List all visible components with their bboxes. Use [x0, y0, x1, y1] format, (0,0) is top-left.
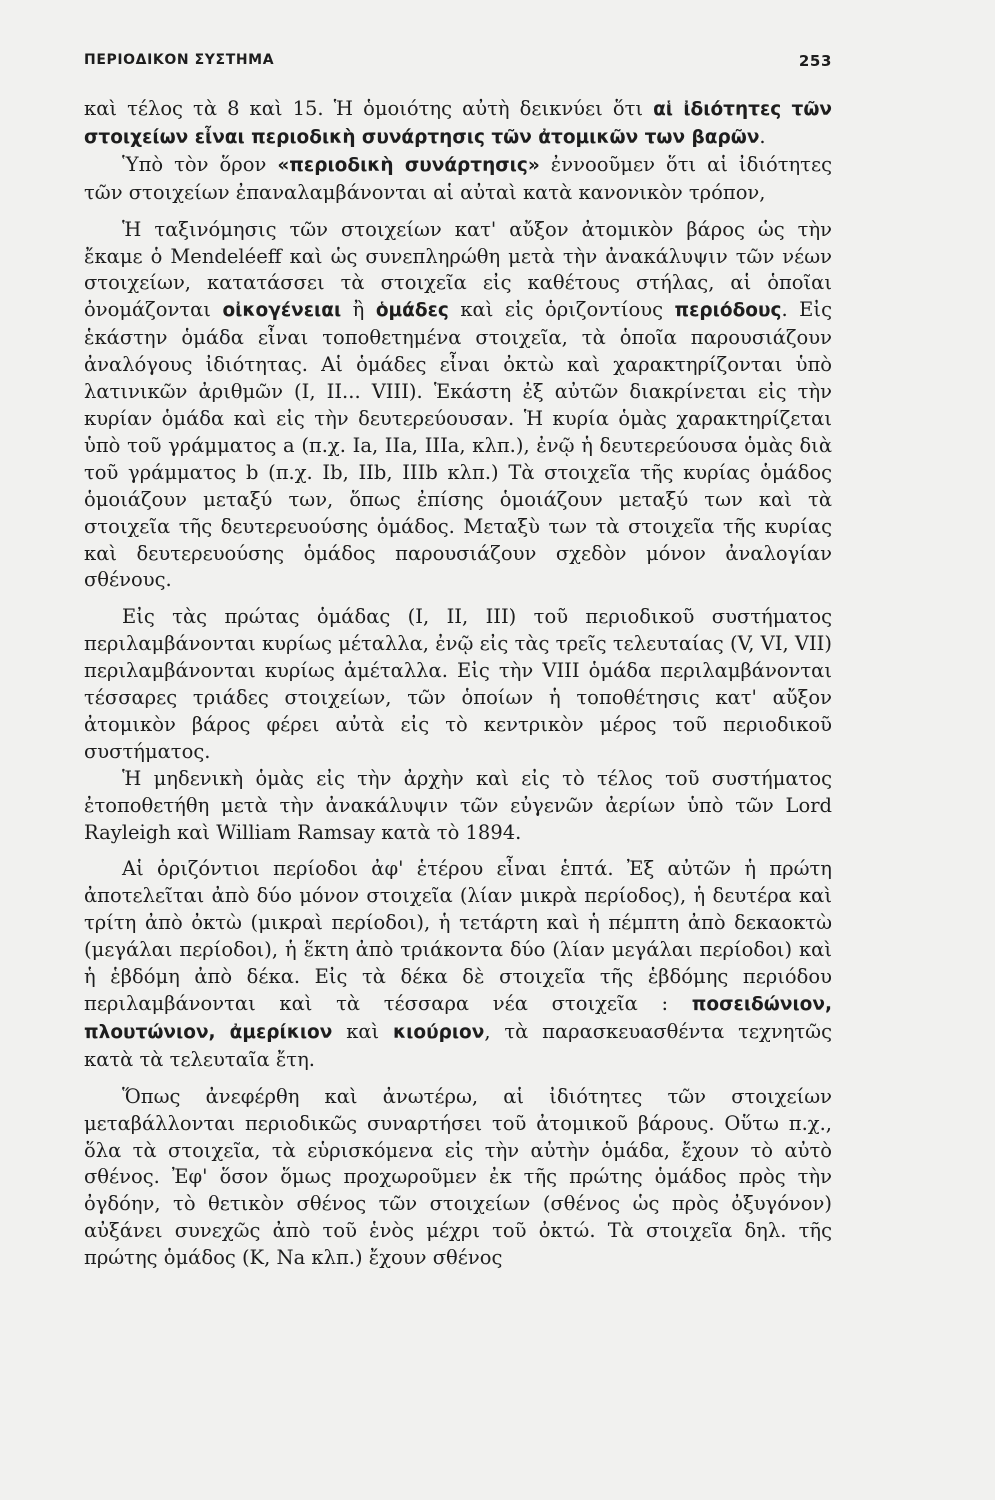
book-page — [84, 40, 832, 1480]
p3-bold-1: οἰκογένειαι — [222, 300, 342, 322]
p2-text-2: ἐννοοῦμεν ὅτι αἱ ἰδιότητες τῶν στοιχείων ἐπαναλαμβάνονται αἱ αὐταὶ κατὰ κανονικὸν τρόπον, — [84, 152, 832, 204]
running-header — [84, 40, 832, 80]
paragraph-7: Ὅπως ἀνεφέρθη καὶ ἀνωτέρω, αἱ ἰδιότητες τῶν στοιχείων μεταβάλλονται περιοδικῶς συναρτήσει τοῦ ἀτομικοῦ βάρους. Οὕτω π.χ., ὅλα τὰ στοιχεῖα, τὰ εὑρισκόμενα εἰς τὴν αὐτὴν ὁμάδα, ἔχουν τὸ αὐτὸ σθένος. Ἐφ' ὅσον ὅμως προχωροῦμεν ἐκ τῆς πρώτης ὁμάδος πρὸς τὴν ὀγδόην, τὸ θετικὸν σθένος τῶν στοιχείων (σθένος ὡς πρὸς ὀξυγόνον) αὐξάνει συνεχῶς ἀπὸ τοῦ ἑνὸς μέχρι τοῦ ὀκτώ. Τὰ στοιχεῖα δηλ. τῆς πρώτης ὁμάδος (K, Na κλπ.) ἔχουν σθένος — [84, 1084, 832, 1270]
paragraph-5: Ἡ μηδενικὴ ὁμὰς εἰς τὴν ἀρχὴν καὶ εἰς τὸ τέλος τοῦ συστήματος ἐτοποθετήθη μετὰ τὴν ἀνακάλυψιν τῶν εὐγενῶν ἀερίων ὑπὸ τῶν Lord Rayleigh καὶ William Ramsay κατὰ τὸ 1894. — [84, 766, 832, 844]
p3-bold-2: ὁμάδες — [375, 300, 449, 322]
p1-text-1: καὶ τέλος τὰ 8 καὶ 15. Ἡ ὁμοιότης αὐτὴ δεικνύει ὅτι — [84, 97, 654, 120]
p1-bold-1: αἱ ἰδιότητες τῶν στοιχείων εἶναι περιοδικὴ συνάρτησις τῶν ἀτομικῶν των βαρῶν — [84, 99, 832, 148]
page-number: 253 — [798, 52, 832, 70]
p2-text-1: Ὑπὸ τὸν ὅρον — [122, 152, 278, 176]
p6-bold-1: ποσειδώνιον, πλουτώνιον, ἀμερίκιον — [84, 994, 832, 1043]
p3-text-3: καὶ εἰς ὁριζοντίους — [448, 298, 675, 322]
p1-text-2: . — [759, 124, 766, 148]
body-text — [84, 96, 832, 1272]
paragraph-1 — [84, 96, 832, 152]
chapter-title: ΠΕΡΙΟΔΙΚΟΝ ΣΥΣΤΗΜΑ — [84, 52, 275, 68]
p6-text-2: καὶ — [332, 1019, 394, 1043]
p2-bold-1: «περιοδικὴ συνάρτησις» — [277, 154, 540, 176]
p3-text-2: ἢ — [341, 298, 376, 322]
paragraph-4: Εἰς τὰς πρώτας ὁμάδας (I, II, III) τοῦ περιοδικοῦ συστήματος περιλαμβάνονται κυρίως μέταλλα, ἐνῷ εἰς τὰς τρεῖς τελευταίας (V, VI, VII) περιλαμβάνονται κυρίως ἀμέταλλα. Εἰς τὴν VIII ὁμάδα περιλαμβάνονται τέσσαρες τριάδες στοιχείων, τῶν ὁποίων ἡ τοποθέτησις κατ' αὔξον ἀτομικὸν βάρος φέρει αὐτὰ εἰς τὸ κεντρικὸν μέρος τοῦ περιοδικοῦ συστήματος. — [84, 605, 832, 763]
p6-text-1: Αἱ ὁριζόντιοι περίοδοι ἀφ' ἑτέρου εἶναι ἑπτά. Ἐξ αὐτῶν ἡ πρώτη ἀποτελεῖται ἀπὸ δύο μόνον στοιχεῖα (λίαν μικρὰ περίοδος), ἡ δευτέρα καὶ τρίτη ἀπὸ ὀκτὼ (μικραὶ περίοδοι), ἡ τετάρτη καὶ ἡ πέμπτη ἀπὸ δεκαοκτὼ (μεγάλαι περίοδοι), ἡ ἕκτη ἀπὸ τριάκοντα δύο (λίαν μεγάλαι περίοδοι) καὶ ἡ ἑβδόμη ἀπὸ δέκα. Εἰς τὰ δέκα δὲ στοιχεῖα τῆς ἑβδόμης περιόδου περιλαμβάνονται καὶ τὰ τέσσαρα νέα στοιχεῖα : — [84, 857, 832, 1015]
p3-text-4: . Εἰς ἑκάστην ὁμάδα εἶναι τοποθετημένα στοιχεῖα, τὰ ὁποῖα παρουσιάζουν ἀναλόγους ἰδιότητας. Αἱ ὁμάδες εἶναι ὀκτὼ καὶ χαρακτηρίζονται ὑπὸ λατινικῶν ἀριθμῶν (I, II... VIII). Ἑκάστη ἐξ αὐτῶν διακρίνεται εἰς τὴν κυρίαν ὁμάδα καὶ εἰς τὴν δευτερεύουσαν. Ἡ κυρία ὁμὰς χαρακτηρίζεται ὑπὸ τοῦ γράμματος a (π.χ. Ia, IIa, IIIa, κλπ.), ἐνῷ ἡ δευτερεύουσα ὁμὰς διὰ τοῦ γράμματος b (π.χ. Ib, IIb, IIIb κλπ.) Τὰ στοιχεῖα τῆς κυρίας ὁμάδος ὁμοιάζουν μεταξύ των, ὅπως ἐπίσης ὁμοιάζουν μεταξύ των καὶ τὰ στοιχεῖα τῆς δευτερευούσης ὁμάδος. Μεταξὺ των τὰ στοιχεῖα τῆς κυρίας καὶ δευτερευούσης ὁμάδος παρουσιάζουν σχεδὸν μόνον ἀναλογίαν σθένους. — [84, 298, 832, 592]
paragraph-3 — [84, 217, 832, 595]
p6-bold-2: κιούριον — [393, 1021, 485, 1043]
p3-text-1: Ἡ ταξινόμησις τῶν στοιχείων κατ' αὔξον ἀτομικὸν βάρος ὡς τὴν ἔκαμε ὁ Mendeléeff καὶ ὡς συνεπληρώθη μετὰ τὴν ἀνακάλυψιν τῶν νέων στοιχείων, κατατάσσει τὰ στοιχεῖα εἰς καθέτους στήλας, αἱ ὁποῖαι ὀνομάζονται — [84, 217, 832, 322]
paragraph-2 — [84, 152, 832, 207]
p3-bold-3: περιόδους — [674, 300, 782, 322]
p6-text-3: , τὰ παρασκευασθέντα τεχνητῶς κατὰ τὰ τελευταῖα ἔτη. — [84, 1019, 832, 1071]
paragraph-6 — [84, 856, 832, 1073]
